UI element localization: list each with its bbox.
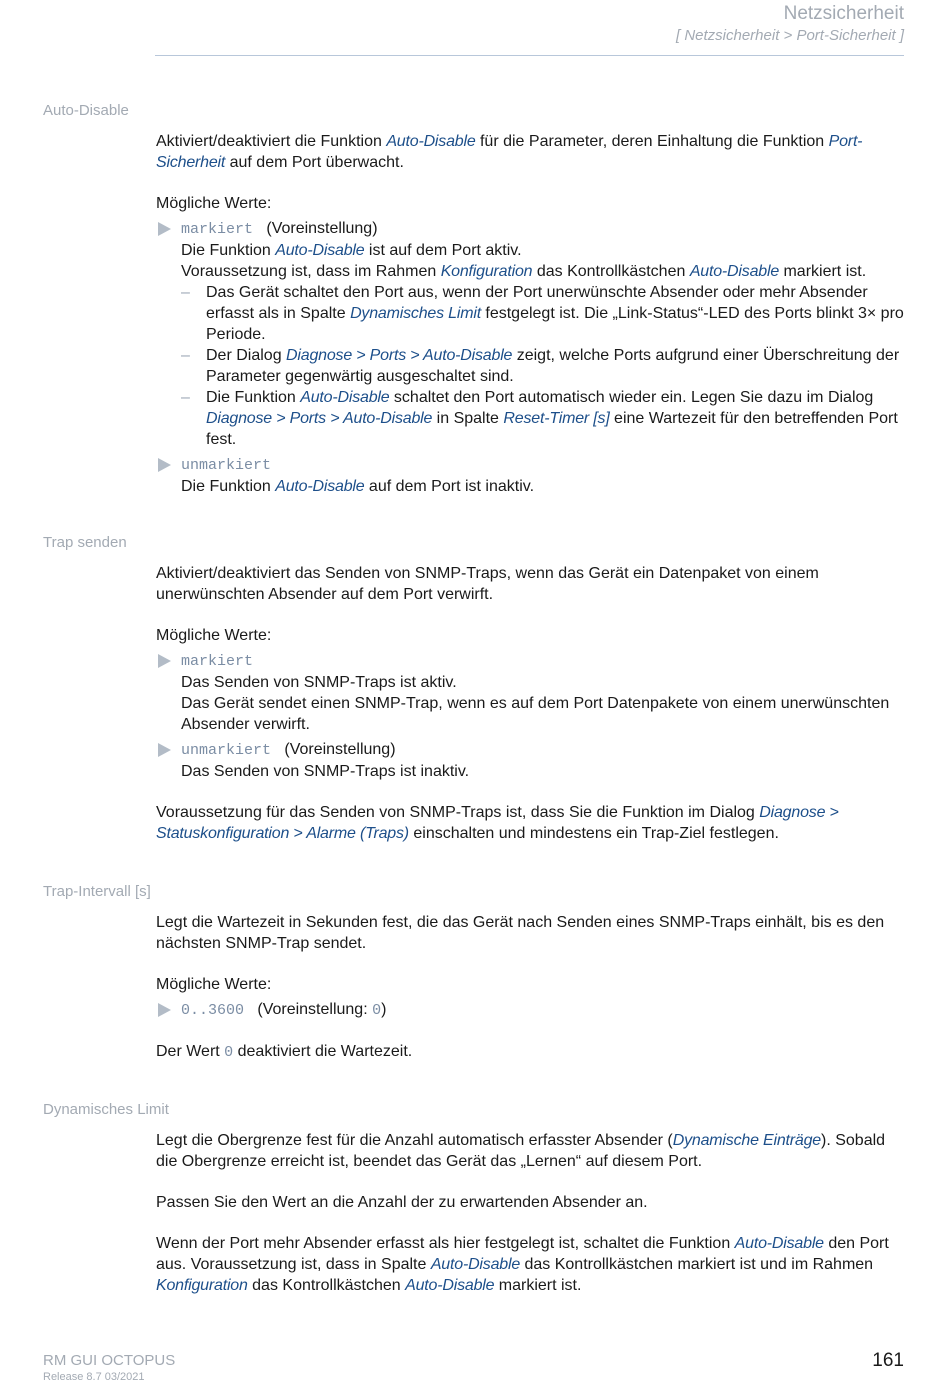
emphasis-term: Auto-Disable (386, 133, 476, 150)
section-label-auto-disable: Auto-Disable (43, 102, 129, 119)
section-trap-senden (156, 563, 908, 844)
section-dynamisches-limit (156, 1130, 908, 1296)
header-divider (155, 55, 904, 56)
value-code: unmarkiert (181, 742, 272, 759)
values-heading: Mögliche Werte: (156, 195, 272, 212)
value-option: 0..3600 (Voreinstellung: 0) (156, 999, 908, 1021)
dash-icon: – (181, 389, 190, 406)
value-code: markiert (181, 221, 254, 238)
footer-document-name: RM GUI OCTOPUS (43, 1352, 176, 1369)
triangle-bullet-icon (158, 222, 171, 236)
header-title: Netzsicherheit (783, 3, 904, 24)
dash-list-item: – Das Gerät schaltet den Port aus, wenn der Port unerwünschte Absender oder mehr Absender erfasst als in Spalte Dynamisches Limit festgelegt ist. Die „Link-Status“-LED des Ports blinkt 3× pro Periode. (181, 284, 904, 343)
dash-icon: – (181, 284, 190, 301)
body-paragraph: Passen Sie den Wert an die Anzahl der zu erwartenden Absender an. (156, 1194, 648, 1211)
triangle-bullet-icon (158, 458, 171, 472)
note-paragraph: Voraussetzung für das Senden von SNMP-Traps ist, dass Sie die Funktion im Dialog Diagnose > Statuskonfiguration > Alarme (Traps) einschalten und mindestens ein Trap-Ziel festlegen. (156, 804, 839, 842)
value-option: unmarkiert Die Funktion Auto-Disable auf dem Port ist inaktiv. (156, 454, 908, 497)
value-code: markiert (181, 653, 254, 670)
triangle-bullet-icon (158, 743, 171, 757)
section-auto-disable (156, 131, 908, 497)
intro-paragraph: Aktiviert/deaktiviert die Funktion Auto-Disable für die Parameter, deren Einhaltung die Funktion Port-Sicherheit auf dem Port überwacht. (156, 133, 863, 171)
emphasis-term: Port-Sicherheit (156, 133, 863, 171)
intro-paragraph: Aktiviert/deaktiviert das Senden von SNMP-Traps, wenn das Gerät ein Datenpaket von einem unerwünschten Absender auf dem Port verwirft. (156, 565, 819, 603)
default-note: (Voreinstellung) (266, 220, 378, 237)
dash-icon: – (181, 347, 190, 364)
footer-release: Release 8.7 03/2021 (43, 1371, 145, 1383)
value-option: markiert (Voreinstellung) Die Funktion Auto-Disable ist auf dem Port aktiv. Voraussetzung ist, dass im Rahmen Konfiguration das Kontrollkästchen Auto-Disable markiert ist. – Das Gerät schaltet den Port aus, wenn der Port unerwünschte Absender oder mehr Absender erfasst als in Spalte Dynamisches Limit festgelegt ist. Die „Link-Status“-LED des Ports blinkt 3× pro Periode. – Der Dialog Diagnose > Ports > Auto-Disable zeigt, welche Ports aufgrund einer Überschreitung der Parameter gegenwärtig ausgeschaltet sind. – Die Funktion Auto-Disable schaltet den Port automatisch wieder ein. Legen Sie dazu im Dialog Diagnose > Ports > Auto-Disable in Spalte Reset-Timer [s] eine Wartezeit für den betreffenden Port fest. (156, 218, 908, 450)
section-label-trap-intervall: Trap-Intervall [s] (43, 883, 151, 900)
value-option: markiert Das Senden von SNMP-Traps ist aktiv. Das Gerät sendet einen SNMP-Trap, wenn es auf dem Port Datenpakete von einem unerwünschten Absender verwirft. (156, 650, 908, 735)
triangle-bullet-icon (158, 1003, 171, 1017)
intro-paragraph: Legt die Obergrenze fest für die Anzahl automatisch erfasster Absender (Dynamische Einträge). Sobald die Obergrenze erreicht ist, beendet das Gerät das „Lernen“ auf diesem Port. (156, 1132, 886, 1170)
values-heading: Mögliche Werte: (156, 627, 272, 644)
section-trap-intervall (156, 912, 908, 1063)
dash-list-item: – Der Dialog Diagnose > Ports > Auto-Disable zeigt, welche Ports aufgrund einer Überschreitung der Parameter gegenwärtig ausgeschaltet sind. (181, 347, 900, 385)
value-code: unmarkiert (181, 457, 272, 474)
values-heading: Mögliche Werte: (156, 976, 272, 993)
header-breadcrumb: [ Netzsicherheit > Port-Sicherheit ] (675, 27, 904, 44)
body-paragraph: Wenn der Port mehr Absender erfasst als hier festgelegt ist, schaltet die Funktion Auto-Disable den Port aus. Voraussetzung ist, dass in Spalte Auto-Disable das Kontrollkästchen markiert ist und im Rahmen Konfiguration das Kontrollkästchen Auto-Disable markiert ist. (156, 1235, 889, 1294)
triangle-bullet-icon (158, 654, 171, 668)
value-option: unmarkiert (Voreinstellung) Das Senden von SNMP-Traps ist inaktiv. (156, 739, 908, 782)
default-note: (Voreinstellung) (284, 741, 396, 758)
section-label-trap-senden: Trap senden (43, 534, 127, 551)
value-code: 0..3600 (181, 1002, 245, 1019)
intro-paragraph: Legt die Wartezeit in Sekunden fest, die das Gerät nach Senden eines SNMP-Traps einhält, bis es den nächsten SNMP-Trap sendet. (156, 914, 885, 952)
section-label-dynamisches-limit: Dynamisches Limit (43, 1101, 169, 1118)
dash-list-item: – Die Funktion Auto-Disable schaltet den Port automatisch wieder ein. Legen Sie dazu im Dialog Diagnose > Ports > Auto-Disable in Spalte Reset-Timer [s] eine Wartezeit für den betreffenden Port fest. (181, 389, 898, 448)
page-number: 161 (872, 1350, 904, 1371)
note-paragraph: Der Wert 0 deaktiviert die Wartezeit. (156, 1043, 413, 1061)
